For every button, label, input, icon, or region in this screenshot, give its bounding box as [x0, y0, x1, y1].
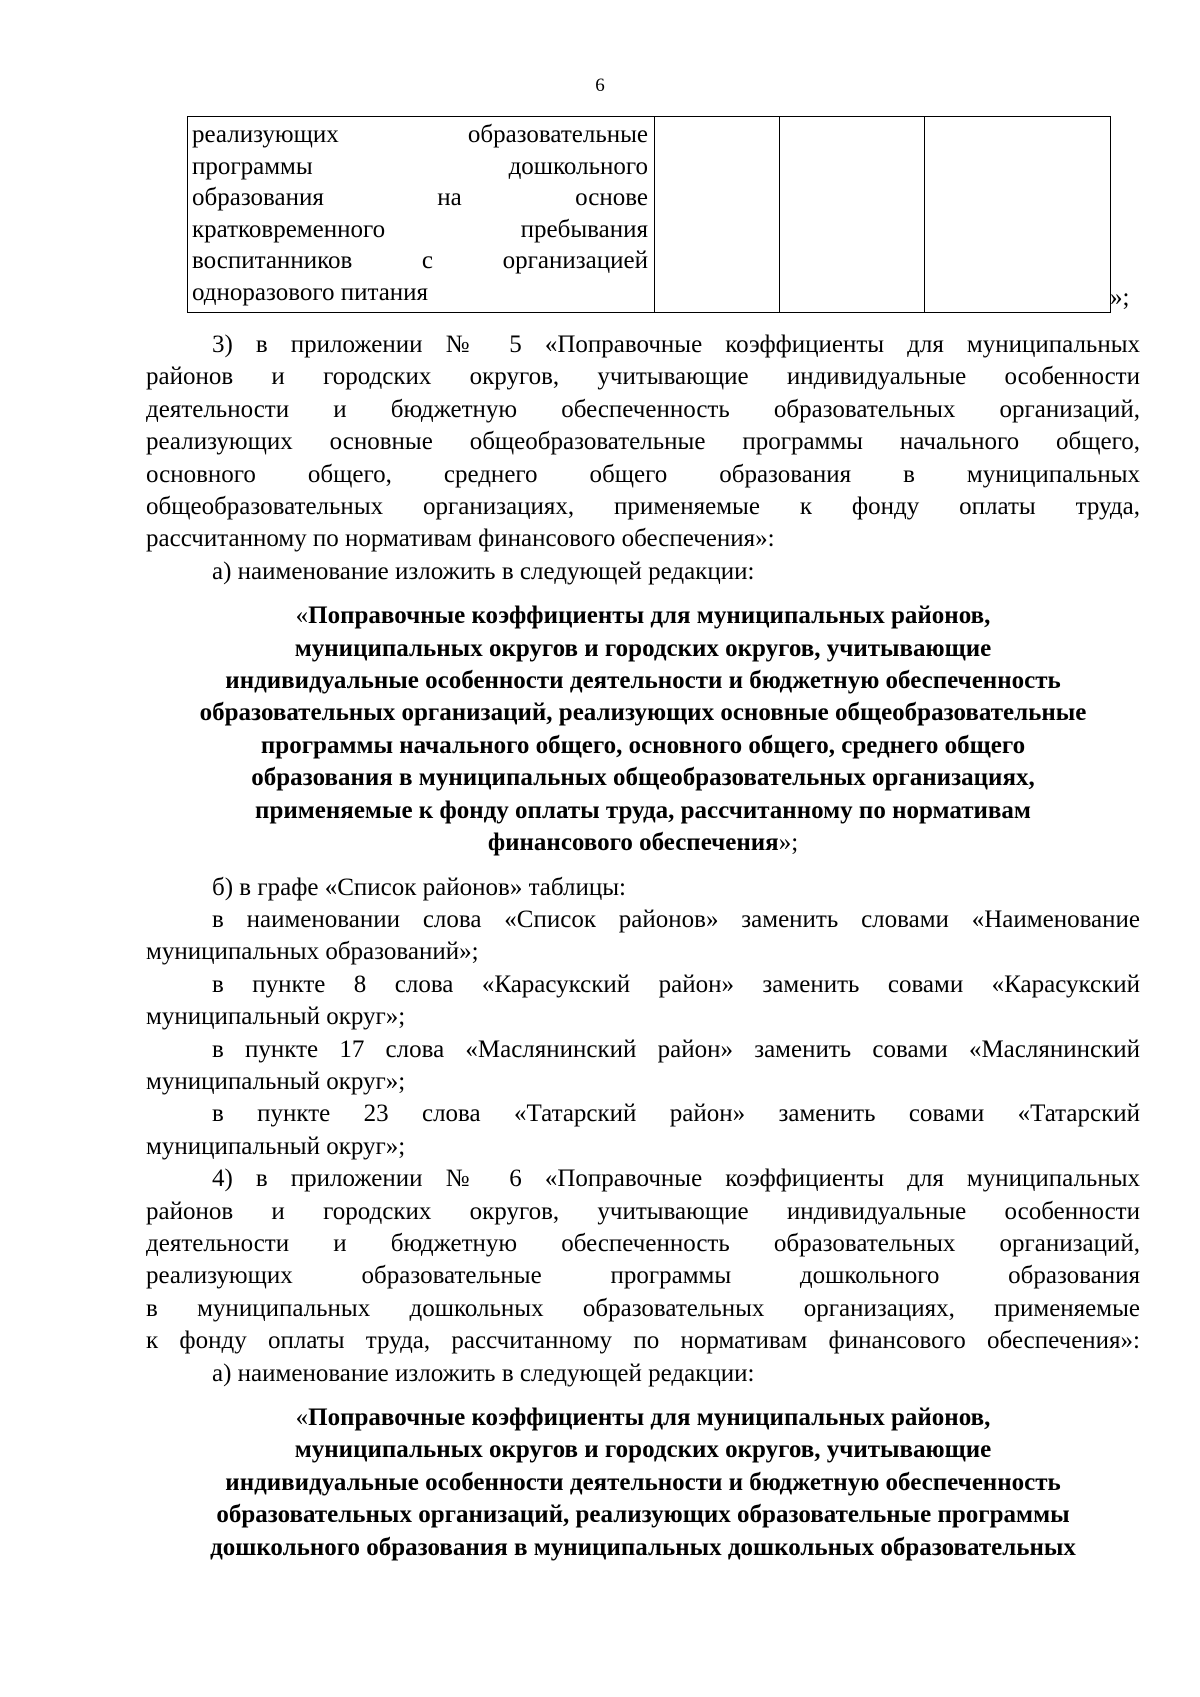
text-line: в муниципальных дошкольных образовательных организациях, применяемые [146, 1294, 1140, 1322]
appendix-6-title [146, 1402, 1140, 1564]
item-4-paragraph [146, 1163, 1140, 1357]
cell-line: кратковременного пребывания [192, 215, 648, 243]
text-line: 4) в приложении № 6 «Поправочные коэффициенты для муниципальных [212, 1165, 1140, 1193]
text-line: а) наименование изложить в следующей редакции: [212, 1359, 755, 1387]
cell-line: одноразового питания [192, 278, 429, 306]
table-cell-empty [925, 117, 1111, 313]
text-line: деятельности и бюджетную обеспеченность образовательных организаций, [146, 1229, 1140, 1257]
text-line: районов и городских округов, учитывающие индивидуальные особенности [146, 363, 1140, 391]
text-line: муниципальный округ»; [146, 1132, 406, 1160]
title-line: образовательных организаций, реализующих основные общеобразовательные [199, 699, 1087, 727]
text-line: 3) в приложении № 5 «Поправочные коэффициенты для муниципальных [212, 331, 1140, 358]
open-quote: « [295, 1404, 309, 1431]
table-fragment [187, 116, 1111, 313]
title-line: индивидуальные особенности деятельности и бюджетную обеспеченность [225, 667, 1061, 695]
item-3a-paragraph [146, 556, 1140, 588]
document-body [146, 329, 1140, 1564]
text-line: в пункте 23 слова «Татарский район» заменить совами «Татарский [212, 1100, 1140, 1128]
coefficients-table [187, 116, 1111, 313]
text-line: к фонду оплаты труда, рассчитанному по нормативам финансового обеспечения»: [146, 1327, 1140, 1355]
text-line: муниципальный округ»; [146, 1003, 406, 1031]
text-line: в пункте 17 слова «Маслянинский район» заменить совами «Маслянинский [212, 1035, 1140, 1063]
text-line: реализующих основные общеобразовательные программы начального общего, [146, 428, 1140, 456]
text-line: б) в графе «Список районов» таблицы: [212, 873, 626, 901]
text-line: общеобразовательных организациях, применяемые к фонду оплаты труда, [146, 493, 1140, 521]
table-cell-empty [655, 117, 780, 313]
title-line: муниципальных округов и городских округов, учитывающие [294, 634, 992, 662]
title-line: дошкольного образования в муниципальных дошкольных образовательных [210, 1533, 1076, 1561]
text-line: а) наименование изложить в следующей редакции: [212, 557, 755, 585]
text-line: реализующих образовательные программы дошкольного образования [146, 1262, 1140, 1290]
title-line: образования в муниципальных общеобразовательных организациях, [251, 764, 1035, 792]
appendix-5-title [146, 600, 1140, 859]
text-line: в пункте 8 слова «Карасукский район» заменить совами «Карасукский [212, 970, 1140, 998]
title-line: программы начального общего, основного общего, среднего общего [260, 731, 1026, 759]
page-number: 6 [595, 75, 605, 96]
title-line-text: Поправочные коэффициенты для муниципальных районов, [308, 602, 991, 630]
title-line: применяемые к фонду оплаты труда, рассчитанному по нормативам [255, 796, 1031, 824]
table-row [188, 117, 1111, 313]
title-line-text: финансового обеспечения [487, 829, 779, 857]
item-3b-paragraph [146, 872, 1140, 1164]
item-3-paragraph [146, 329, 1140, 556]
text-line: районов и городских округов, учитывающие индивидуальные особенности [146, 1197, 1140, 1225]
open-quote: « [295, 602, 309, 630]
text-line: в наименовании слова «Список районов» заменить словами «Наименование [212, 905, 1140, 933]
title-line [146, 827, 1140, 859]
title-line: муниципальных округов и городских округов, учитывающие [294, 1436, 992, 1464]
text-line: муниципальных образований»; [146, 938, 479, 966]
table-cell-empty [780, 117, 925, 313]
cell-line: воспитанников с организацией [192, 247, 648, 275]
title-line: индивидуальные особенности деятельности и бюджетную обеспеченность [225, 1468, 1061, 1496]
text-line: деятельности и бюджетную обеспеченность образовательных организаций, [146, 395, 1140, 423]
text-line: основного общего, среднего общего образования в муниципальных [146, 460, 1140, 488]
title-line: образовательных организаций, реализующих образовательные программы [216, 1501, 1070, 1529]
cell-line: образования на основе [192, 184, 648, 212]
text-line: рассчитанному по нормативам финансового обеспечения»: [146, 525, 775, 553]
title-line [146, 600, 1140, 632]
item-4a-paragraph [146, 1358, 1140, 1390]
table-closing-quote: »; [1110, 284, 1130, 311]
cell-line: реализующих образовательные [192, 121, 648, 148]
title-line [146, 1402, 1140, 1434]
table-cell-name [188, 117, 655, 313]
title-line-text: Поправочные коэффициенты для муниципальных районов, [308, 1404, 991, 1431]
text-line: муниципальный округ»; [146, 1067, 406, 1095]
close-quote: »; [778, 829, 799, 857]
cell-line: программы дошкольного [192, 152, 648, 180]
